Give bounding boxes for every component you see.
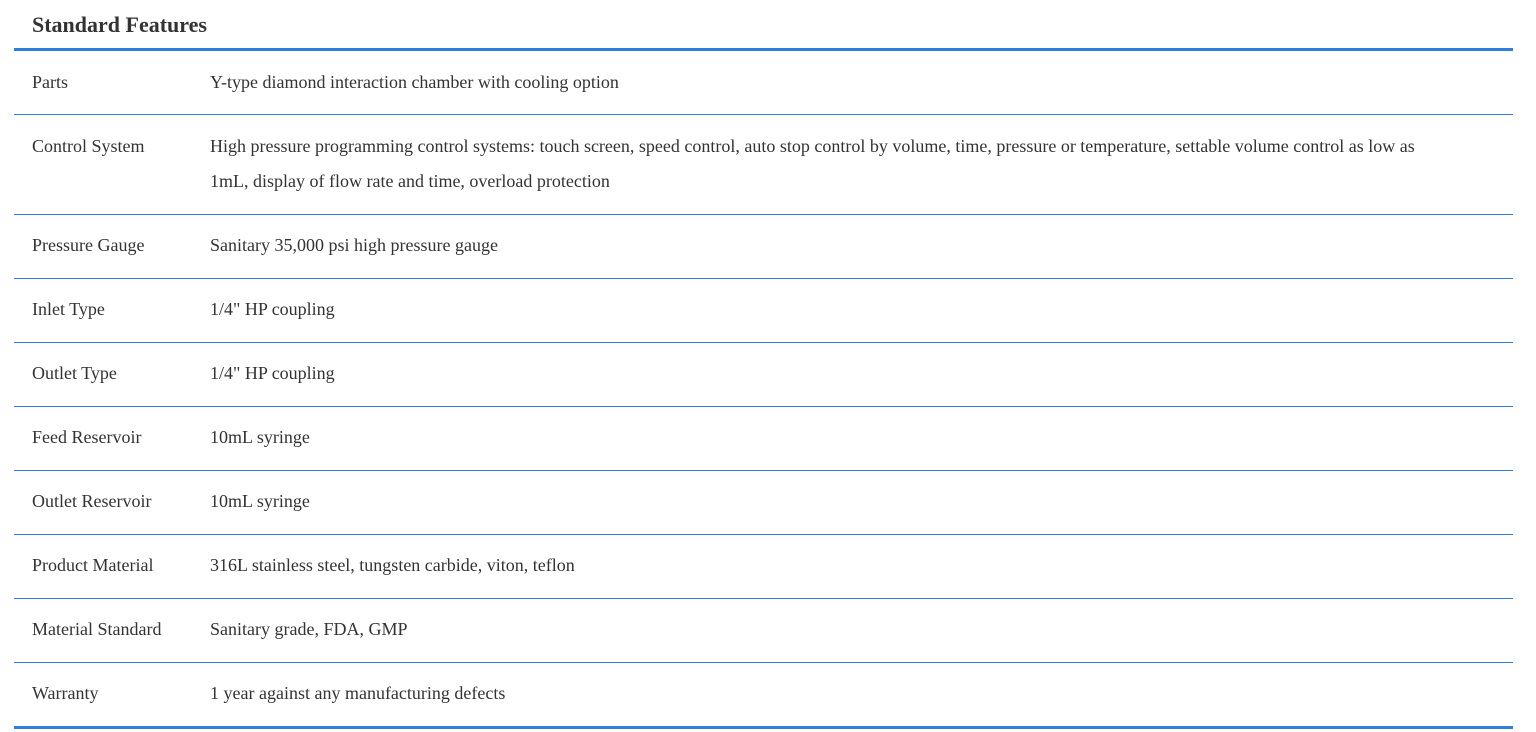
table-row [14, 51, 1513, 115]
row-label: Warranty [14, 662, 192, 727]
row-value: High pressure programming control systems: touch screen, speed control, auto stop control by volume, time, pressure or temperature, settable volume control as low as 1mL, display of flow rate and time, overload protection [192, 115, 1513, 215]
table-row [14, 115, 1513, 215]
row-value: 1/4" HP coupling [192, 278, 1513, 342]
row-value: 10mL syringe [192, 470, 1513, 534]
table-row [14, 534, 1513, 598]
standard-features-section [14, 0, 1513, 729]
row-label: Control System [14, 115, 192, 215]
table-row [14, 342, 1513, 406]
table-row [14, 278, 1513, 342]
section-title: Standard Features [14, 0, 1513, 51]
table-row [14, 214, 1513, 278]
row-label: Pressure Gauge [14, 214, 192, 278]
row-label: Feed Reservoir [14, 406, 192, 470]
row-label: Outlet Type [14, 342, 192, 406]
table-row [14, 406, 1513, 470]
spec-table [14, 51, 1513, 729]
table-row [14, 598, 1513, 662]
row-value: 1 year against any manufacturing defects [192, 662, 1513, 727]
row-value: 1/4" HP coupling [192, 342, 1513, 406]
row-value: 316L stainless steel, tungsten carbide, viton, teflon [192, 534, 1513, 598]
row-label: Parts [14, 51, 192, 115]
row-label: Outlet Reservoir [14, 470, 192, 534]
row-value: Sanitary 35,000 psi high pressure gauge [192, 214, 1513, 278]
row-label: Material Standard [14, 598, 192, 662]
row-label: Product Material [14, 534, 192, 598]
row-value: Sanitary grade, FDA, GMP [192, 598, 1513, 662]
row-value: Y-type diamond interaction chamber with cooling option [192, 51, 1513, 115]
row-label: Inlet Type [14, 278, 192, 342]
table-row [14, 662, 1513, 727]
table-row [14, 470, 1513, 534]
row-value: 10mL syringe [192, 406, 1513, 470]
